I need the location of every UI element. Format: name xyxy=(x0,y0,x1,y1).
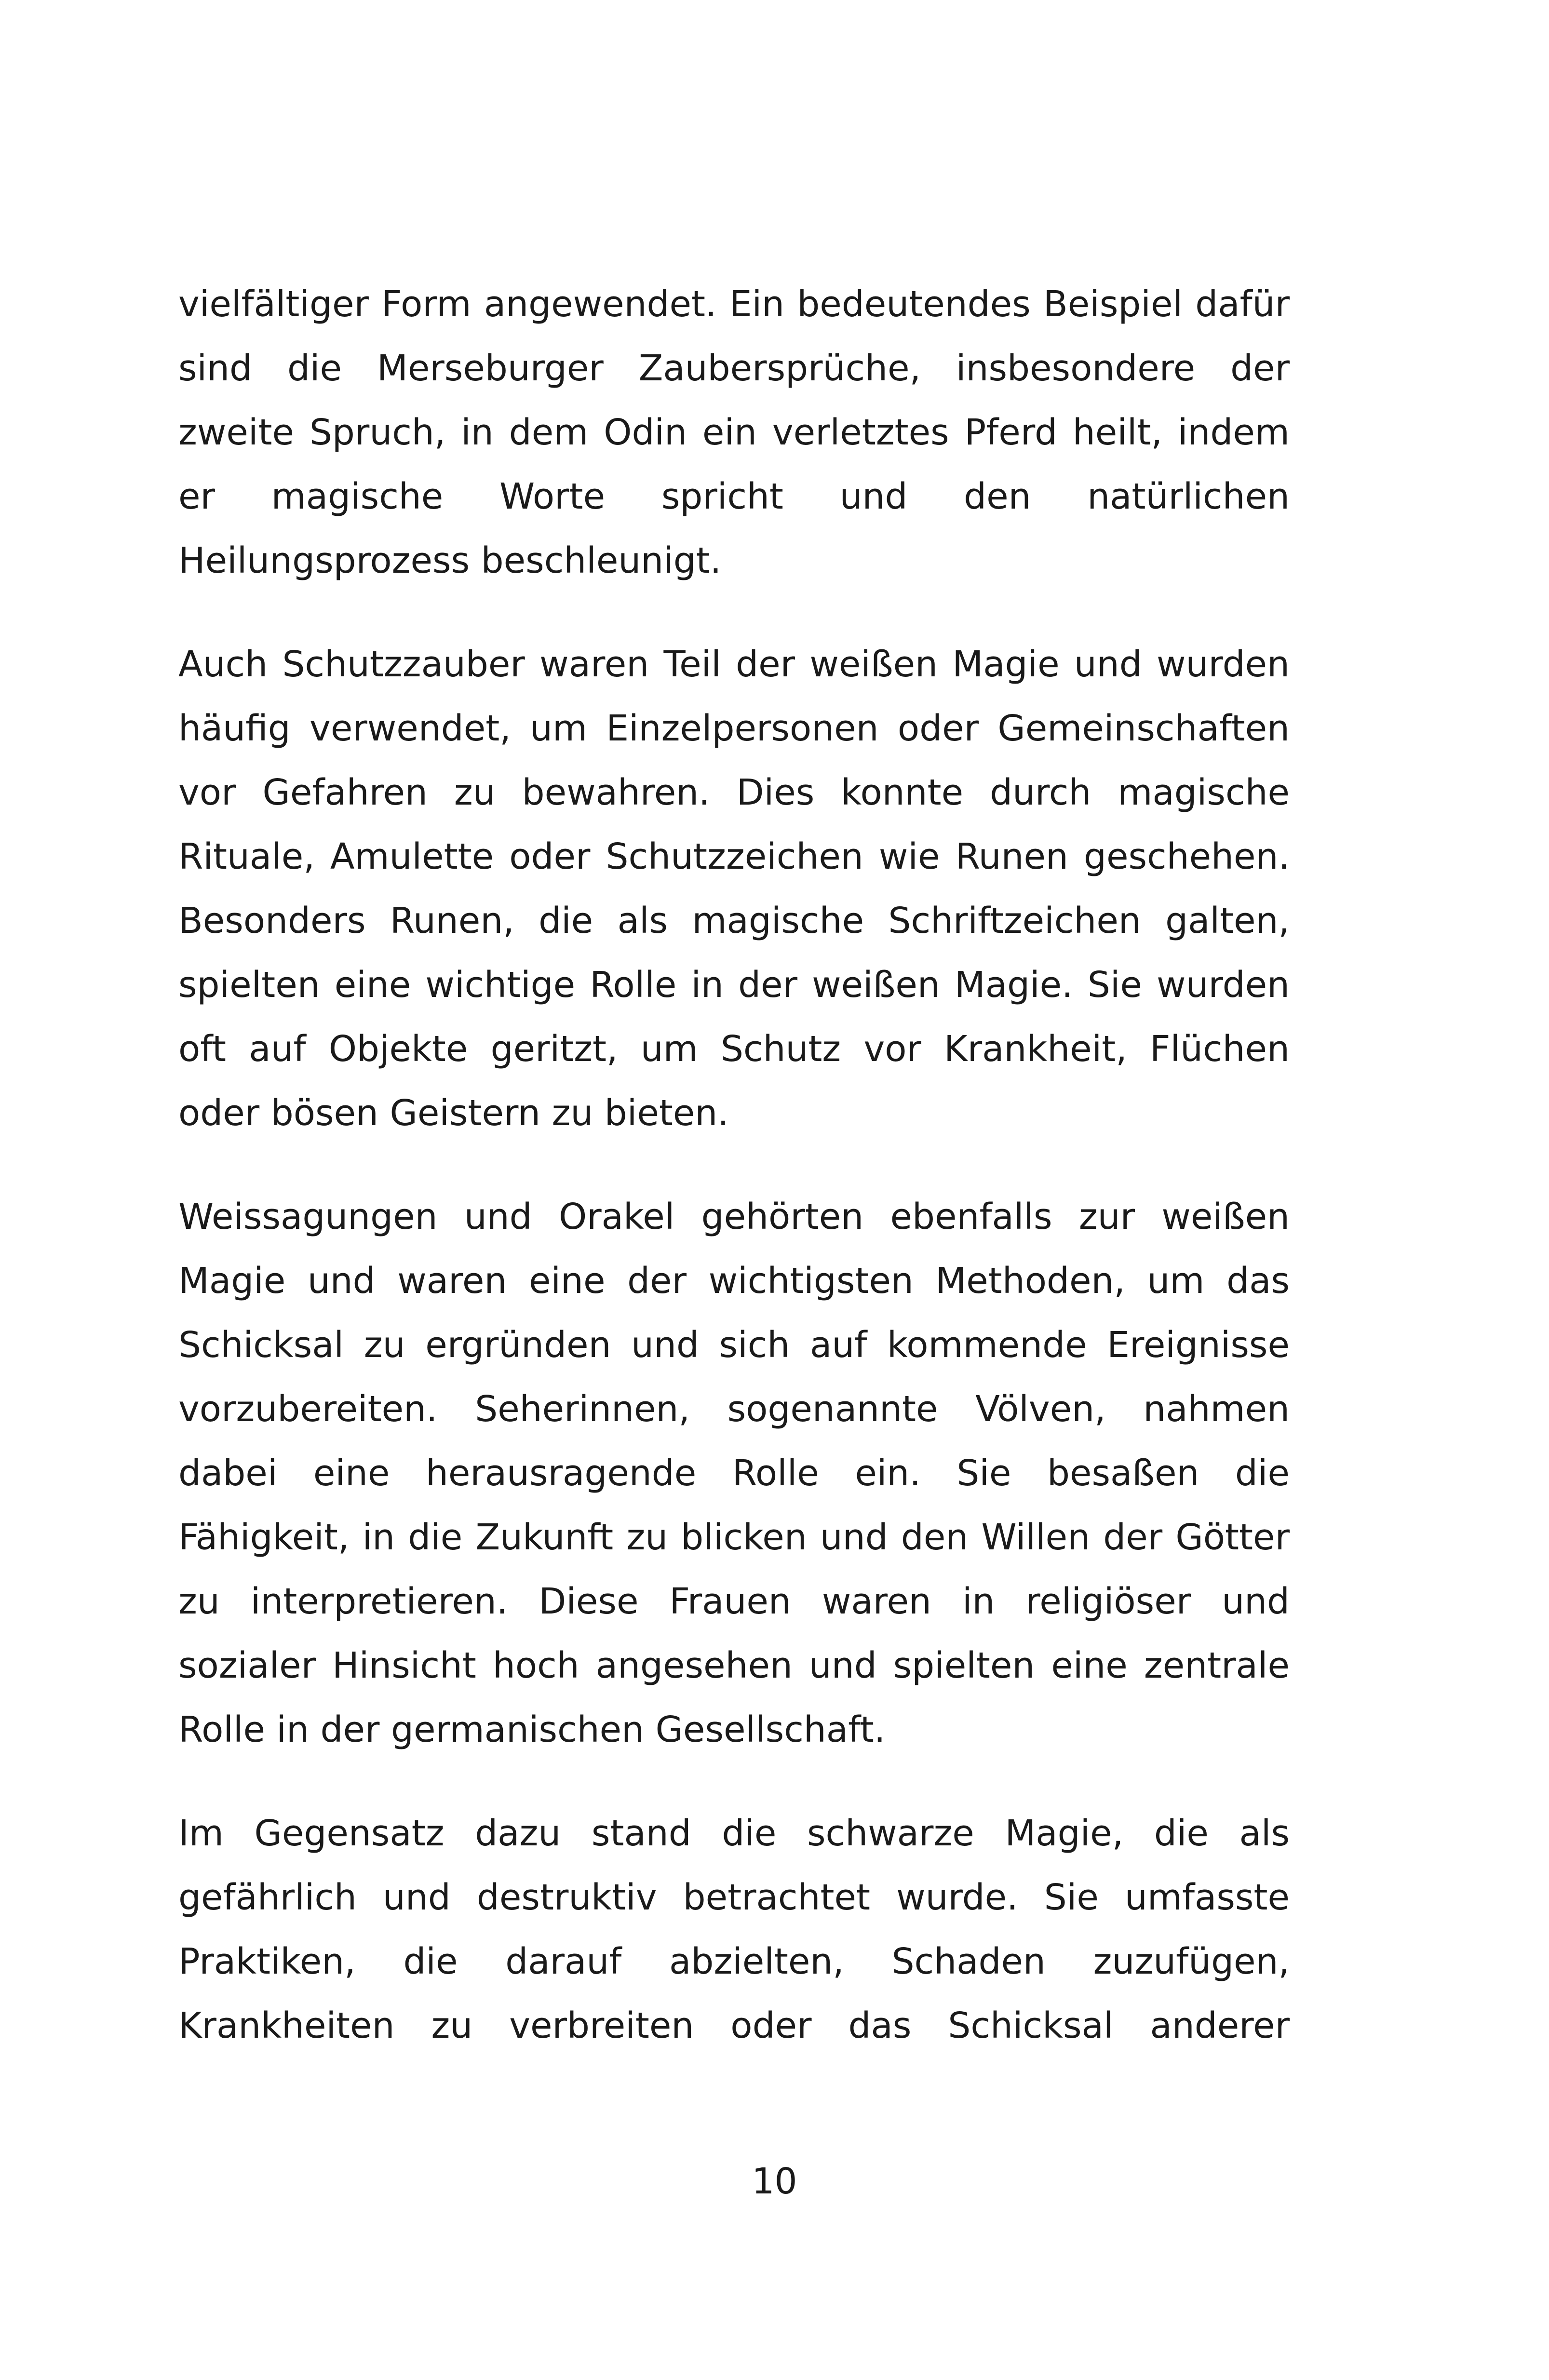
paragraph-spacer xyxy=(178,1145,1290,1185)
paragraph-spacer xyxy=(178,593,1290,632)
paragraph-spacer xyxy=(178,1762,1290,1802)
paragraph-2: Auch Schutzzauber waren Teil der weißen Magie und wurden häufig verwendet, um Einzelpersonen oder Gemeinschaften vor Gefahren zu bewahren. Dies konnte durch magische Rituale, Amulette oder Schutzzeichen wie Runen geschehen. Besonders Runen, die als magische Schriftzeichen galten, spielten eine wichtige Rolle in der weißen Magie. Sie wurden oft auf Objekte geritzt, um Schutz vor Krankheit, Flüchen oder bösen Geistern zu bieten. xyxy=(178,644,1290,1134)
page-number: 10 xyxy=(752,2161,797,2202)
body-text xyxy=(178,272,1290,2058)
paragraph-3: Weissagungen und Orakel gehörten ebenfalls zur weißen Magie und waren eine der wichtigsten Methoden, um das Schicksal zu ergründen und sich auf kommende Ereignisse vorzubereiten. Seherinnen, sogenannte Völven, nahmen dabei eine herausragende Rolle ein. Sie besaßen die Fähigkeit, in die Zukunft zu blicken und den Willen der Götter zu interpretieren. Diese Frauen waren in religiöser und sozialer Hinsicht hoch angesehen und spielten eine zentrale Rolle in der germanischen Gesellschaft. xyxy=(178,1196,1290,1750)
paragraph-1: vielfältiger Form angewendet. Ein bedeutendes Beispiel dafür sind die Merseburger Zaubersprüche, insbesondere der zweite Spruch, in dem Odin ein verletztes Pferd heilt, indem er magische Worte spricht und den natürlichen Heilungsprozess beschleunigt. xyxy=(178,283,1290,581)
paragraph-4: Im Gegensatz dazu stand die schwarze Magie, die als gefährlich und destruktiv betrachtet wurde. Sie umfasste Praktiken, die darauf abzielten, Schaden zuzufügen, Krankheiten zu verbreiten oder das Schicksal anderer xyxy=(178,1813,1290,2046)
